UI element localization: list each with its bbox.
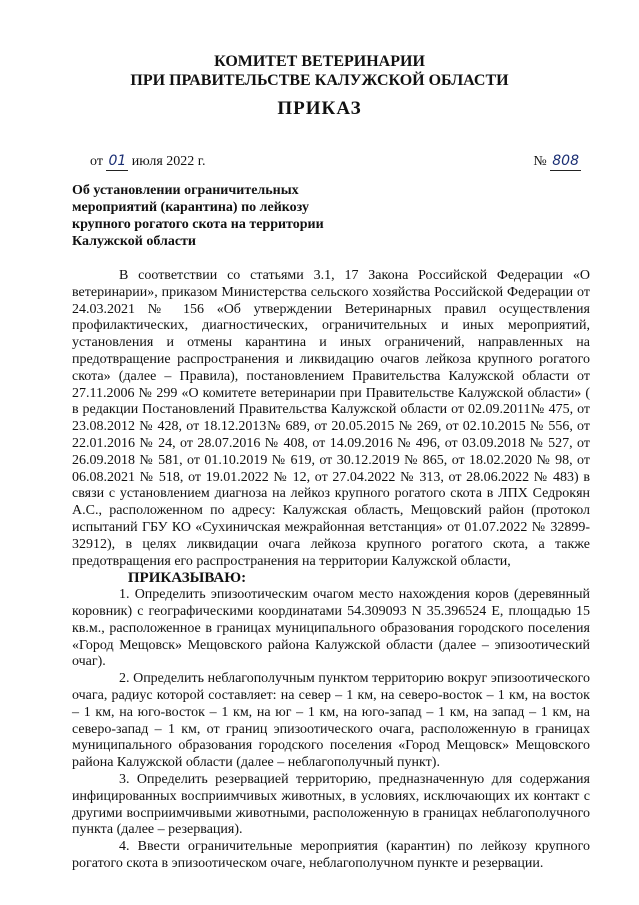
- preamble-line: 27.11.2006 № 299 «О комитете ветеринарии при Правительстве Калужской области» (: [72, 385, 590, 401]
- preamble-line: установления и отмены карантина и иных ограничений, направленных на: [72, 335, 590, 351]
- order-subject: [72, 182, 332, 250]
- item-1-line: кв.м., расположенное в границах муниципального образования городского поселения: [72, 620, 590, 636]
- item-1-line: «Город Мещовск» Мещовского района Калужской области (далее – эпизоотический: [72, 637, 590, 653]
- committee-subtitle: ПРИ ПРАВИТЕЛЬСТВЕ КАЛУЖСКОЙ ОБЛАСТИ: [130, 72, 509, 89]
- subject-line: Об установлении ограничительных: [72, 183, 299, 198]
- item-2-line: – 1 км, на юго-восток – 1 км, на юг – 1 км, на юго-запад – 1 км, на запад – 1 км, на: [72, 704, 590, 720]
- preamble-line: профилактических, диагностических, ограничительных и иных мероприятий,: [72, 318, 590, 334]
- committee-title: КОМИТЕТ ВЕТЕРИНАРИИ: [214, 53, 425, 70]
- date-rest: июля 2022 г.: [131, 154, 206, 169]
- preamble-line: В соответствии со статьями 3.1, 17 Закона Российской Федерации «О: [119, 268, 590, 283]
- preamble-line: в редакции Постановлений Правительства Калужской области от 02.09.2011№ 475, от: [72, 402, 590, 418]
- preamble-line: 24.03.2021 № 156 «Об утверждении Ветеринарных правил осуществления: [72, 301, 590, 317]
- order-word: ПРИКАЗЫВАЮ:: [127, 570, 247, 587]
- subject-line: крупного рогатого скота на территории: [72, 217, 324, 232]
- item-3-line: пункта (далее – резервация).: [72, 822, 243, 838]
- preamble-line: 32912), в целях ликвидации очага лейкоза крупного рогатого скота, а также: [72, 536, 590, 552]
- item-2-line: северо-запад – 1 км, от границ эпизоотического очага, расположенную в границах: [72, 721, 590, 737]
- date-day-handwritten: 01: [108, 153, 127, 169]
- preamble-line: 22.01.2016 № 24, от 28.07.2016 № 408, от 14.09.2016 № 496, от 03.09.2018 № 527, от: [72, 435, 590, 451]
- date-prefix: от: [90, 154, 103, 169]
- item-2-line: очага, радиус которой составляет: на север – 1 км, на северо-восток – 1 км, на восток: [72, 687, 590, 703]
- number-prefix: №: [533, 154, 547, 169]
- number-value-handwritten: 808: [552, 153, 579, 169]
- preamble-line: ветеринарии», приказом Министерства сельского хозяйства Российской Федерации от: [72, 284, 590, 300]
- preamble-line: 06.08.2021 № 518, от 19.01.2022 № 12, от 27.04.2022 № 313, от 28.06.2022 № 483) в: [72, 469, 590, 485]
- item-4-line: рогатого скота в эпизоотическом очаге, неблагополучном пункте и резервации.: [72, 855, 544, 871]
- item-1-line: коровник) с географическими координатами 54.309093 N 35.396524 E, площадью 15: [72, 603, 590, 619]
- document-type: ПРИКАЗ: [277, 98, 362, 119]
- preamble-line: 26.09.2018 № 581, от 01.10.2019 № 619, от 30.12.2019 № 865, от 18.02.2020 № 98, от: [72, 452, 590, 468]
- preamble-line: А.С., расположенном по адресу: Калужская область, Мещовский район (протокол: [72, 503, 590, 519]
- order-body: [72, 268, 590, 873]
- item-2-line: района Калужской области (далее – неблагополучный пункт).: [72, 755, 440, 771]
- item-4-line: 4. Ввести ограничительные мероприятия (карантин) по лейкозу крупного: [119, 839, 590, 855]
- preamble-line: скота» (далее – Правила), постановлением Правительства Калужской области от: [72, 368, 590, 384]
- item-2-line: 2. Определить неблагополучным пунктом территорию вокруг эпизоотического: [119, 671, 590, 687]
- item-3-line: 3. Определить резервацией территорию, предназначенную для содержания: [119, 771, 590, 787]
- order-date: [90, 152, 205, 171]
- item-1-line: 1. Определить эпизоотическим очагом место нахождения коров (деревянный: [119, 587, 590, 603]
- preamble-line: предотвращение распространения и ликвидацию очагов лейкоза крупного рогатого: [72, 351, 590, 367]
- item-2-line: муниципального образования городского поселения «Город Мещовск» Мещовского: [72, 738, 590, 754]
- order-number: [533, 152, 581, 171]
- preamble-line: 23.08.2012 № 428, от 18.12.2013№ 689, от 20.05.2015 № 269, от 02.10.2015 № 556, от: [72, 419, 590, 435]
- item-3-line: инфицированных восприимчивых животных, в условиях, исключающих их контакт с: [72, 788, 590, 804]
- preamble-line: испытаний ГБУ КО «Сухиничская межрайонная ветстанция» от 01.07.2022 № 32899-: [72, 519, 590, 535]
- subject-line: мероприятий (карантина) по лейкозу: [72, 200, 309, 215]
- item-3-line: другими восприимчивыми животными, расположенную в границах неблагополучного: [72, 805, 590, 821]
- subject-line: Калужской области: [72, 234, 196, 249]
- preamble-line: предотвращения его распространения на территории Калужской области,: [72, 553, 511, 569]
- item-1-line: очаг).: [72, 654, 106, 670]
- preamble-line: связи с установлением диагноза на лейкоз крупного рогатого скота в ЛПХ Седрокян: [72, 486, 590, 502]
